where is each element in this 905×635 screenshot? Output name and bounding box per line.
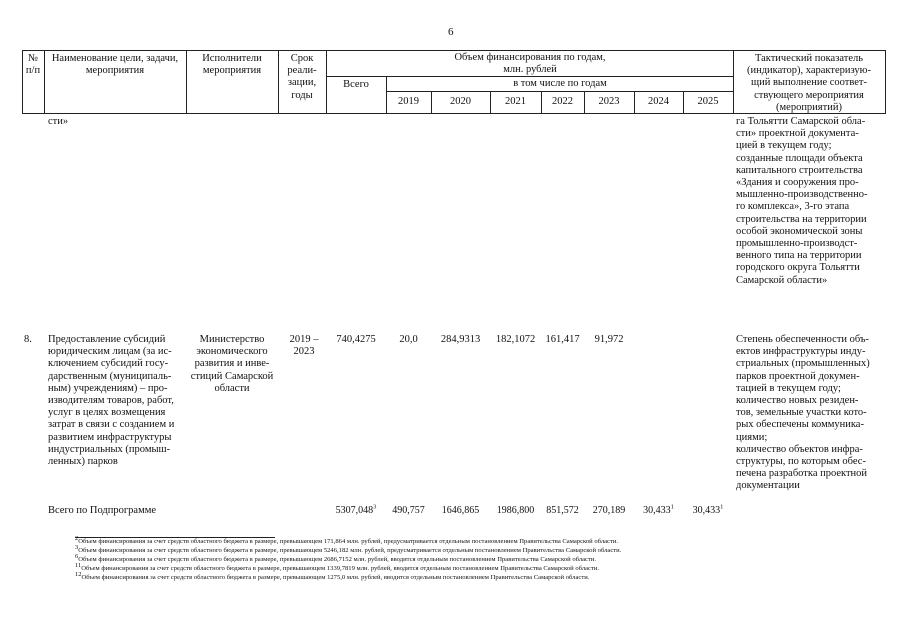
total-year-2019: 490,757 — [392, 505, 425, 516]
header-year-2024: 2024 — [648, 96, 669, 107]
row8-year-2021: 182,1072 — [495, 334, 536, 345]
row8-total: 740,4275 — [336, 334, 376, 345]
header-col-total: Всего — [343, 79, 369, 90]
total-all: 5307,048$^3$ — [335, 503, 377, 516]
header-year-2019: 2019 — [398, 96, 419, 107]
header-year-2023: 2023 — [598, 96, 620, 107]
row8-year-2022: 161,417 — [545, 334, 580, 345]
page-number: 6 — [448, 26, 454, 38]
header-col-term: Срок реали- зации, годы — [287, 53, 317, 101]
total-label: Всего по Подпрограмме — [48, 505, 157, 516]
footnote-3: 3Объем финансирования за счет средств областного бюджета в размере, превышающем 5246,182 млн. рублей, предусматривается отдельным постановлением Правительства Самарской области. — [75, 543, 622, 554]
row8-name: Предоставление субсидий юридическим лицам (за ис- ключением субсидий госу- дарственным (муниципаль- ным) учреждениям) – про- изводителям товаров, работ, услуг в целях возмещения затрат в связи с созданием и развитием инфраструктуры индустриальных (промыш- ленных) парков — [48, 334, 175, 468]
header-year-2025: 2025 — [697, 96, 719, 107]
header-col-by-year: в том числе по годам — [513, 78, 607, 89]
header-col-num: № п/п — [25, 53, 41, 77]
header-col-funding: Объем финансирования по годам, млн. рублей — [454, 52, 606, 76]
header-col-name: Наименование цели, задачи, мероприятия — [51, 53, 179, 77]
row8-num: 8. — [24, 334, 32, 345]
header-year-2021: 2021 — [505, 96, 526, 107]
header-col-indicator: Тактический показатель (индикатор), характеризую- щий выполнение соответ- ствующего мероприятия (мероприятий) — [746, 53, 871, 113]
continued-name-tail: сти» — [48, 116, 69, 127]
total-year-2025: 30,433$^1$ — [692, 503, 724, 516]
continued-indicator-tail: га Тольятти Самарской обла- сти» проектной документа- цией в текущем году; созданные площади объекта капитального строительства «Здания и сооружения про- мышленно-производственно- го комплекса», 3-го этапа строительства на территории особой экономической зоны промышленно-производст- венного типа на территории городского округа Тольятти Самарской области» — [736, 116, 868, 286]
footnote-12: 12Объем финансирования за счет средств областного бюджета в размере, превышающем 1275,0 млн. рублей, вводится отдельным постановлением Правительства Самарской области. — [75, 570, 590, 581]
header-year-2020: 2020 — [450, 96, 471, 107]
header-year-2022: 2022 — [552, 96, 573, 107]
header-col-executors: Исполнители мероприятия — [202, 53, 262, 77]
row8-executor: Министерство экономического развития и инве- стиций Самарской области — [190, 334, 274, 394]
total-year-2022: 851,572 — [546, 505, 579, 516]
row8-year-2019: 20,0 — [399, 334, 418, 345]
footnote-6: 6Объем финансирования за счет средств областного бюджета в размере, превышающем 2686,7152 млн. рублей, вводится отдельным постановлением Правительства Самарской области. — [75, 552, 597, 563]
row8-indicator: Степень обеспеченности объ- ектов инфраструктуры инду- стриальных (промышленных) парков проектной докумен- тацией в текущем году; количество новых резиден- тов, земельные участки кото- рых обеспечены коммуника- циями; количество объектов инфра- структуры, по которым обес- печена разработка проектной документации — [736, 334, 870, 492]
total-year-2021: 1986,800 — [496, 505, 535, 516]
row8-year-2023: 91,972 — [594, 334, 624, 345]
row8-year-2020: 284,9313 — [440, 334, 481, 345]
total-year-2024: 30,433$^1$ — [643, 503, 674, 516]
row8-term: 2019 – 2023 — [289, 334, 319, 358]
footnote-2: 2Объем финансирования за счет средств областного бюджета в размере, превышающем 171,864 млн. рублей, предусматривается отдельным постановлением Правительства Самарской области. — [75, 534, 619, 545]
footnote-11: 11Объем финансирования за счет средств областного бюджета в размере, превышающем 1339,7819 млн. рублей, вводится отдельным постановлением Правительства Самарской области. — [75, 561, 600, 572]
total-year-2020: 1646,865 — [441, 505, 480, 516]
total-year-2023: 270,189 — [592, 505, 626, 516]
